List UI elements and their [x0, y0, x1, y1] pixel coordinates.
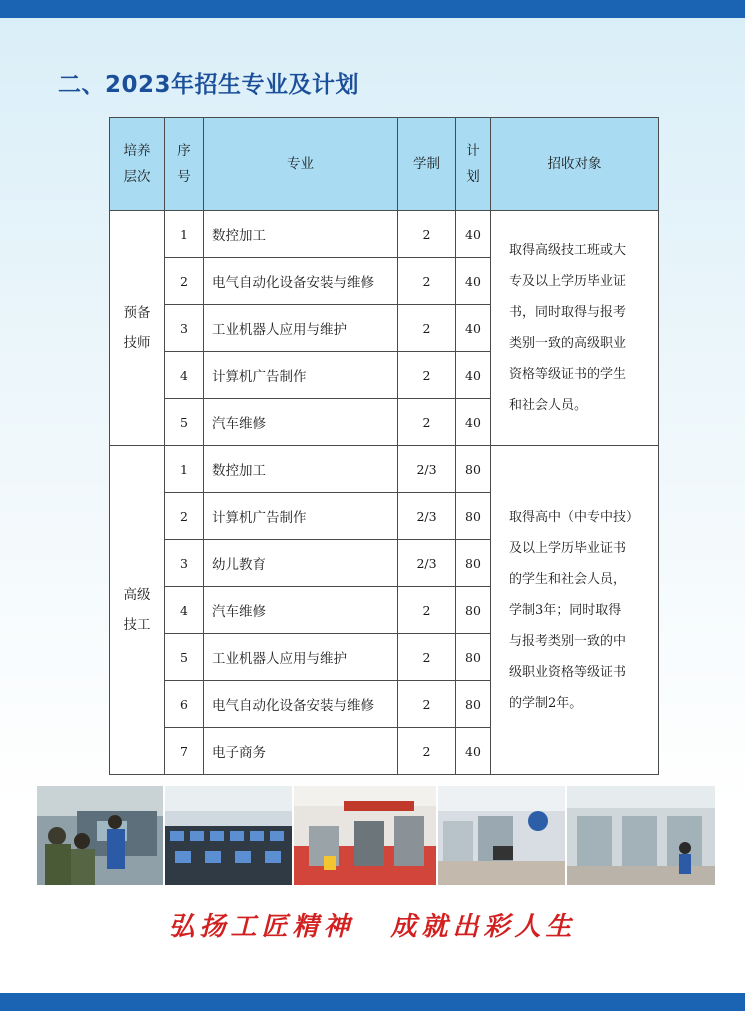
- level-cell: [110, 446, 165, 775]
- seq-cell: 3: [165, 540, 204, 587]
- header-level-line1: 培养: [123, 143, 151, 159]
- seq-cell: 1: [165, 211, 204, 258]
- table-body: [110, 211, 659, 775]
- photo-equipment-room: [294, 786, 436, 885]
- plan-cell: 40: [456, 305, 491, 352]
- target-line: 的学制2年。: [509, 695, 583, 711]
- major-cell: 电气自动化设备安装与维修: [204, 258, 398, 305]
- target-line: 类别一致的高级职业: [509, 336, 627, 351]
- target-line: 资格等级证书的学生: [509, 367, 627, 382]
- slogan-part-2: 成就出彩人生: [390, 912, 577, 942]
- major-cell: 工业机器人应用与维护: [204, 305, 398, 352]
- seq-cell: 4: [165, 587, 204, 634]
- target-line: 及以上学历毕业证书: [509, 540, 627, 556]
- header-major: 专业: [204, 118, 398, 211]
- plan-cell: 80: [456, 587, 491, 634]
- target-line: 专及以上学历毕业证: [509, 274, 627, 289]
- seq-cell: 2: [165, 258, 204, 305]
- target-line: 学制3年；同时取得: [509, 602, 622, 618]
- duration-cell: 2: [398, 681, 456, 728]
- level-text: 技工: [123, 617, 151, 633]
- header-duration: 学制: [398, 118, 456, 211]
- plan-cell: 80: [456, 681, 491, 728]
- header-plan: [456, 118, 491, 211]
- top-decor-bar: [0, 0, 745, 18]
- seq-cell: 5: [165, 634, 204, 681]
- header-target: 招收对象: [491, 118, 659, 211]
- target-line: 取得高中（中专中技）: [509, 509, 640, 525]
- seq-cell: 1: [165, 446, 204, 493]
- major-cell: 电子商务: [204, 728, 398, 775]
- target-line: 取得高级技工班或大: [509, 243, 627, 258]
- header-seq-line2: 号: [177, 169, 191, 185]
- photo-strip: [37, 786, 715, 885]
- major-cell: 电气自动化设备安装与维修: [204, 681, 398, 728]
- duration-cell: 2: [398, 352, 456, 399]
- target-line: 和社会人员。: [509, 398, 588, 413]
- seq-cell: 2: [165, 493, 204, 540]
- header-seq-line1: 序: [177, 143, 191, 159]
- major-cell: 数控加工: [204, 446, 398, 493]
- major-cell: 汽车维修: [204, 399, 398, 446]
- plan-cell: 40: [456, 211, 491, 258]
- bottom-decor-bar: [0, 993, 745, 1011]
- duration-cell: 2: [398, 211, 456, 258]
- duration-cell: 2: [398, 399, 456, 446]
- photo-workshop-training: [37, 786, 163, 885]
- table-row: [110, 446, 659, 493]
- plan-cell: 40: [456, 352, 491, 399]
- photo-practice-room: [438, 786, 566, 885]
- plan-cell: 80: [456, 493, 491, 540]
- section-title: 二、2023年招生专业及计划: [58, 72, 360, 98]
- major-cell: 计算机广告制作: [204, 352, 398, 399]
- enrollment-plan-table: [109, 117, 659, 775]
- header-level-line2: 层次: [123, 169, 151, 185]
- duration-cell: 2/3: [398, 446, 456, 493]
- seq-cell: 6: [165, 681, 204, 728]
- photo-computer-lab: [165, 786, 293, 885]
- photo-electrical-lab: [567, 786, 715, 885]
- duration-cell: 2/3: [398, 493, 456, 540]
- target-line: 书，同时取得与报考: [509, 305, 627, 320]
- level-text: 高级: [123, 587, 151, 603]
- table-row: [110, 211, 659, 258]
- seq-cell: 5: [165, 399, 204, 446]
- plan-cell: 80: [456, 540, 491, 587]
- header-level: [110, 118, 165, 211]
- major-cell: 汽车维修: [204, 587, 398, 634]
- duration-cell: 2: [398, 587, 456, 634]
- major-cell: 计算机广告制作: [204, 493, 398, 540]
- slogan: [0, 906, 745, 943]
- plan-cell: 80: [456, 446, 491, 493]
- target-line: 级职业资格等级证书: [509, 664, 627, 680]
- major-cell: 工业机器人应用与维护: [204, 634, 398, 681]
- seq-cell: 3: [165, 305, 204, 352]
- level-cell: [110, 211, 165, 446]
- target-line: 的学生和社会人员，: [509, 571, 627, 587]
- plan-cell: 40: [456, 258, 491, 305]
- major-cell: 幼儿教育: [204, 540, 398, 587]
- plan-cell: 40: [456, 728, 491, 775]
- duration-cell: 2/3: [398, 540, 456, 587]
- header-plan-line2: 划: [466, 169, 480, 185]
- level-text: 预备: [123, 305, 151, 321]
- header-plan-line1: 计: [466, 143, 480, 159]
- duration-cell: 2: [398, 305, 456, 352]
- target-cell: [491, 211, 659, 446]
- level-text: 技师: [123, 335, 151, 351]
- seq-cell: 4: [165, 352, 204, 399]
- table-header-row: [110, 118, 659, 211]
- duration-cell: 2: [398, 258, 456, 305]
- header-seq: [165, 118, 204, 211]
- duration-cell: 2: [398, 634, 456, 681]
- major-cell: 数控加工: [204, 211, 398, 258]
- plan-cell: 80: [456, 634, 491, 681]
- plan-cell: 40: [456, 399, 491, 446]
- target-cell: [491, 446, 659, 775]
- target-line: 与报考类别一致的中: [509, 633, 627, 649]
- duration-cell: 2: [398, 728, 456, 775]
- slogan-part-1: 弘扬工匠精神: [168, 912, 355, 942]
- seq-cell: 7: [165, 728, 204, 775]
